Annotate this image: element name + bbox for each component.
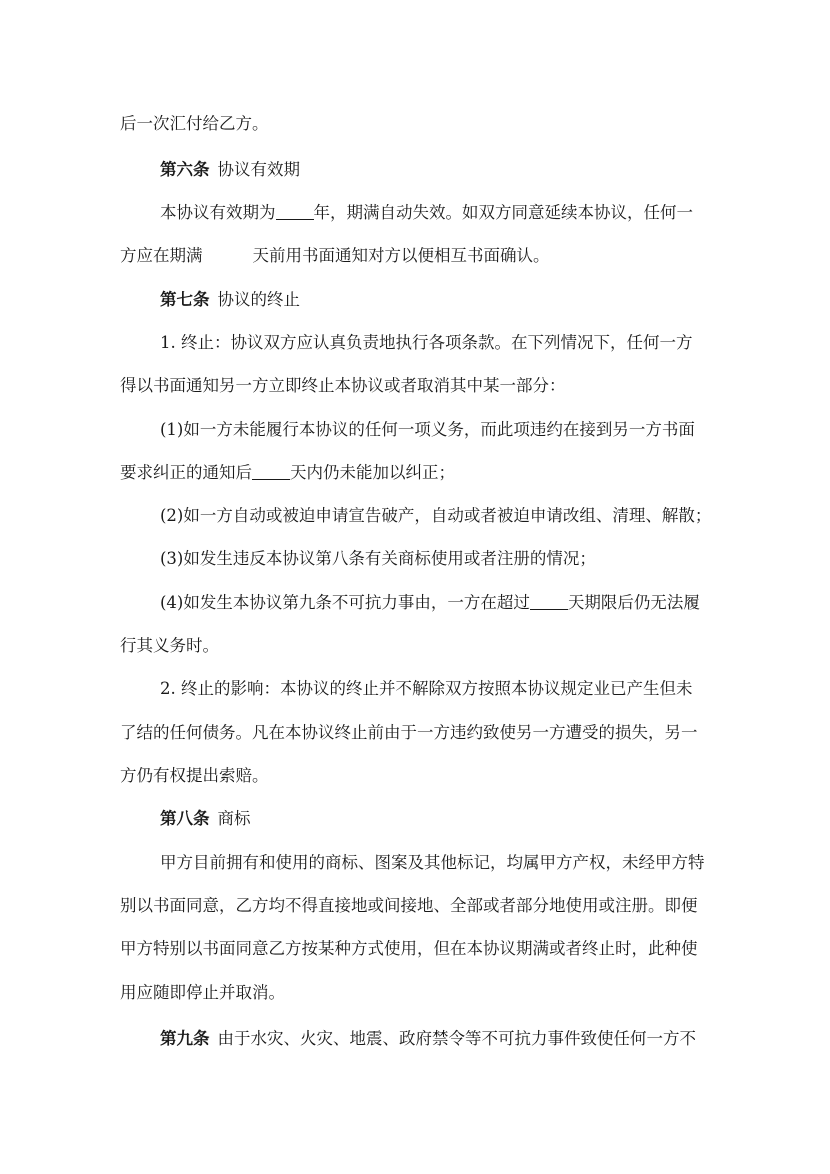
paragraph-line [120,235,710,276]
article-text: 由于水灾、火灾、地震、政府禁令等不可抗力事件致使任何一方不 [217,1029,696,1048]
paragraph-line: 后一次汇付给乙方。 [120,114,269,133]
paragraph-line [160,192,720,233]
article-7-heading [160,279,720,320]
paragraph-line: (2)如一方自动或被迫申请宣告破产，自动或者被迫申请改组、清理、解散； [160,506,712,525]
article-title: 协议有效期 [217,160,300,179]
paragraph-line: 用应随即停止并取消。 [120,983,285,1002]
article-number: 第六条 [160,160,210,179]
article-number: 第九条 [160,1029,210,1048]
paragraph-line: 了结的任何债务。凡在本协议终止前由于一方违约致使另一方遭受的损失，另一 [120,723,698,742]
text-segment: 本协议有效期为 [160,203,276,222]
paragraph-line: (1)如一方未能履行本协议的任何一项义务，而此项违约在接到另一方书面 [160,420,695,439]
text-segment: 年，期满自动失效。如双方同意延续本协议，任何一 [313,203,693,222]
paragraph-line: 甲方特别以书面同意乙方按某种方式使用，但在本协议期满或者终止时，此种使 [120,939,698,958]
fill-blank-days[interactable] [530,591,568,610]
article-title: 商标 [217,809,251,828]
article-8-heading [160,798,720,839]
paragraph-line: 别以书面同意，乙方均不得直接地或间接地、全部或者部分地使用或注册。即便 [120,896,698,915]
text-segment: (4)如发生本协议第九条不可抗力事由，一方在超过 [160,593,530,612]
paragraph-line: 1. 终止：协议双方应认真负责地执行各项条款。在下列情况下，任何一方 [160,333,693,352]
article-title: 协议的终止 [217,290,300,309]
article-number: 第七条 [160,290,210,309]
text-segment: 天期限后仍无法履 [567,593,700,612]
paragraph-line: 2. 终止的影响：本协议的终止并不解除双方按照本协议规定业已产生但未 [160,679,693,698]
article-9-heading [160,1018,720,1059]
fill-blank-years[interactable] [276,201,314,220]
paragraph-line: (3)如发生违反本协议第八条有关商标使用或者注册的情况； [160,549,596,568]
paragraph-line: 行其义务时。 [120,636,219,655]
text-segment: 要求纠正的通知后 [120,463,252,482]
text-segment: 天前用书面通知对方以便相互书面确认。 [252,246,550,265]
fill-blank-days[interactable] [252,461,290,480]
paragraph-line: 方仍有权提出索赔。 [120,766,269,785]
article-6-heading [160,149,720,190]
text-segment: 天内仍未能加以纠正； [290,463,455,482]
paragraph-line [120,452,710,493]
text-segment: 方应在期满 [120,246,203,265]
paragraph-line: 甲方目前拥有和使用的商标、图案及其他标记，均属甲方产权，未经甲方特 [160,853,705,872]
paragraph-line: 得以书面通知另一方立即终止本协议或者取消其中某一部分： [120,376,566,395]
article-number: 第八条 [160,809,210,828]
paragraph-line [160,582,720,623]
